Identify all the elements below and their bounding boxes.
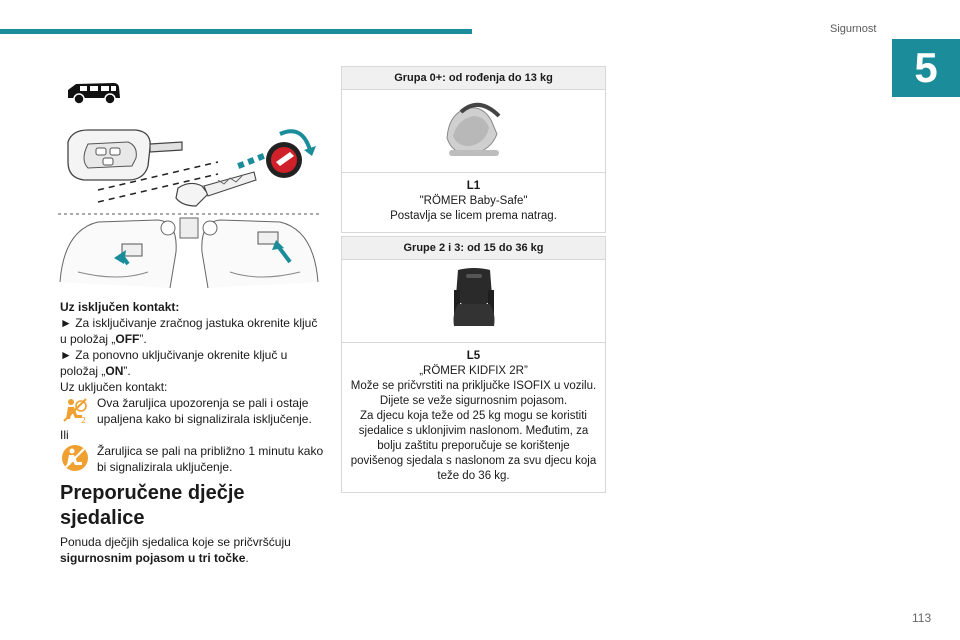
warning-row-on [60, 443, 326, 475]
card-group-title: Grupe 2 i 3: od 15 do 36 kg [342, 237, 605, 260]
step-deactivate-text: ► Za isključivanje zračnog jastuka okrenite ključ u položaj „ [60, 316, 318, 346]
card-image [342, 90, 605, 173]
switched-off-title: Uz isključen kontakt: [60, 300, 180, 314]
key-fob-icon [68, 130, 182, 180]
step-reactivate-end: ”. [123, 364, 131, 378]
key-blade-icon [176, 172, 256, 206]
airbag-key-switch-illustration [58, 122, 320, 290]
card-line: "RÖMER Baby-Safe" [419, 195, 528, 207]
seat-code: L5 [466, 350, 481, 362]
section-heading: Preporučene dječje sjedalice [60, 482, 245, 529]
card-line: Može se pričvrstiti na priključke ISOFIX u vozilu. [350, 380, 597, 392]
card-line: Postavlja se licem prema natrag. [390, 210, 557, 222]
switched-on-title: Uz uključen kontakt: [60, 380, 168, 394]
intro-paragraph [60, 534, 330, 566]
seat-code: L1 [466, 180, 481, 192]
child-seat-card-group23 [341, 236, 606, 493]
off-label: OFF [115, 332, 140, 346]
airbag-off-warning-icon [60, 395, 90, 425]
van-icon [64, 80, 122, 106]
chapter-number-tab: 5 [892, 39, 960, 97]
card-line: Za djecu koja teže od 25 kg mogu se koristiti sjedalice s uklonjivim naslonom. Međutim, za bolju zaštitu preporučuje se korištenje povišenog sjedala s naslonom za svu djecu koja teže do 36 kg. [350, 410, 597, 482]
airbag-instructions [60, 299, 326, 475]
section-title: Sigurnost [830, 23, 877, 35]
step-deactivate [60, 315, 326, 347]
airbag-switch-icon [266, 142, 302, 178]
card-body [342, 343, 605, 492]
page-number: 113 [912, 611, 932, 625]
warning-row-off [60, 395, 326, 427]
step-reactivate [60, 347, 326, 379]
baby-carrier-seat-icon [439, 98, 509, 164]
intro-bold-text: sigurnosnim pojasom u tri točke [60, 551, 246, 565]
intro-end: . [245, 551, 249, 565]
card-group-title: Grupa 0+: od rođenja do 13 kg [342, 67, 605, 90]
card-image [342, 260, 605, 343]
warning2-text: Žaruljica se pali na približno 1 minutu kako bi signalizirala uključenje. [97, 444, 324, 474]
booster-seat-icon [446, 266, 502, 336]
card-body [342, 173, 605, 232]
on-label: ON [105, 364, 124, 378]
intro-text: Ponuda dječjih sjedalica koje se pričvršćuju [60, 535, 291, 549]
header-accent-bar [0, 29, 472, 34]
step-reactivate-text: ► Za ponovno uključivanje okrenite ključ u položaj „ [60, 348, 288, 378]
warning1-text: Ova žaruljica upozorenja se pali i ostaje upaljena kako bi signalizirala isključenje. [97, 396, 312, 426]
svg-text:2: 2 [81, 416, 87, 425]
or-text: Ili [60, 428, 69, 442]
card-line: „RÖMER KIDFIX 2R” [419, 365, 528, 377]
card-line: Dijete se veže sigurnosnim pojasom. [379, 395, 568, 407]
step-deactivate-end: ”. [139, 332, 147, 346]
child-seat-card-group0 [341, 66, 606, 233]
airbag-on-warning-icon [60, 443, 90, 473]
